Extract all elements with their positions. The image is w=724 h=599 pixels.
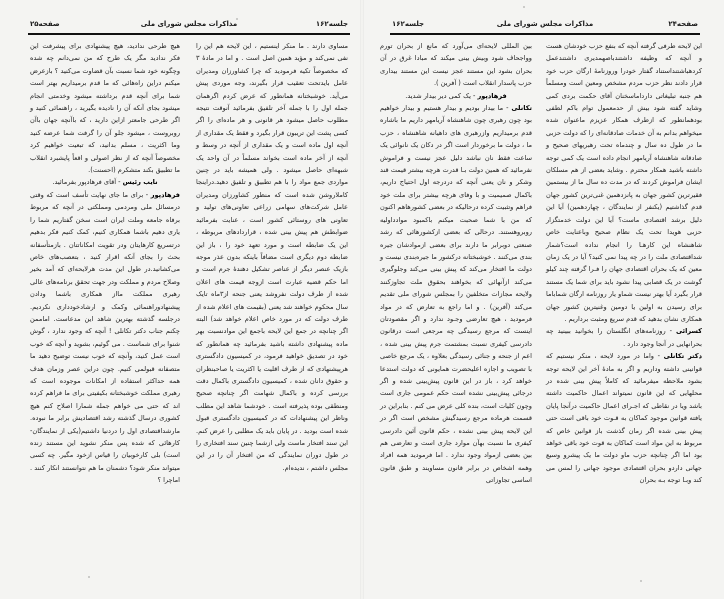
column-left-page-inner [196, 40, 348, 474]
scan-speck [523, 6, 525, 8]
paragraph: مساوی دارند . ما منکر اینستیم ، این لایحه هم این را نفی نمی‌کند و مؤید همین اصل است . و اما در مادهٔ ۳ که مخصوصاً تکیه فرمودید که چرا کشاورزان ومدیران عامل بایدتحت تعقیب قرار بگیرند، وجه موردی پیش می‌آید. خوشبختانه همانطور که عرض کردم اگرهمان جمله اول را با جمله آخر تلفیق بفرمائید آنوقت نتیجه مطلوب حاصل میشود هر قانونی و هر ماده‌ای را اگر کسی پشت این تریبون قرار بگیرد و فقط یک مقداری از آنچه اول ماده است و یک مقداری از آنچه در وسط و آنچه از آخر ماده است بخواند مسلماً در آن واحد یک شبهه‌ای حاصل میشود . ولی همیشه باید در چنین مواردی جمع مواد را با هم تطبیق و تلفیق دهید.دراینجا کاملاروشن شده است که منظور کشاورزان ومدیران عامل شرکت‌های سهامی زراعی تعاونی‌های تولید و تعاونی های روستائی کشور است ، عنایت بفرمائید ضوابطش هم پیش بینی شده ، قراردادهای مربوطه ، این یک ضابطه است و مورد تعهد خود را ، باز این ضابطه دوم دیگری است مضافاً باینکه بدون عذر موجه بازیک عنصر دیگر از عناصر تشکیل دهندهٔ جرم است و اما حکم قضیه عبارت است ازوجه قیمت های اعلان شده از طرف دولت نفروشد یعنی جنحه از۳ماه تایک سال محکوم خواهند شد یعنی (بقیمت های اعلام شده از طرف دولت که در مورد خاص اعلام خواهد شد) البته اگر چنانچه در جمع این لایحه باجمع این موادنسبت بهر ماده پیشنهادی داشته باشید بفرمائید چه همانطور که خود در تصدیق خواهید فرمود، در کمیسیون دادگستری هرپیشنهادی که از طرف اقلیت یا اکثریت یا صاحبنظران و حقوق دانان شده ، کمیسیون دادگستری باکمال دقت بررسی کرده و باکمال شهامت اگر چنانچه صحیح ومنطقی بوده پذیرفته است . خودشما شاهد این مطلب وناظر این پیشنهادات که در کمیسیون دادگستری قبول شده است بودید . در پایان باید یک مطلبی را عرض کنم. این سند افتخار ماست ولی ازشما چنین سند افتخاری را در طول دوران نمایندگی که من افتخار آن را در این مجلس داشتم ، ندیده‌ام. [196, 42, 348, 472]
header-rule [28, 33, 350, 35]
session-number: جلسه۱۶۲ [315, 20, 348, 28]
paragraph: هیچ طرحی ندادید، هیچ پیشنهادی برای پیشرفت این فکر ندادید مگر یک طرح که من نمی‌دانم چه شده وچگونه خود شما نسبت بآن قضاوت می‌کنید ؟ بازعرض میکنم دراین راه‌هائی که ما قدم برمیداریم بهتر است شما برای آنچه قدم برداشته میشود وخدمتی انجام میشود بجای آنکه آن را نادیده بگیرید ، راهنمائی کنید و اگر طرحی جامعتر ازاین دارید ، که باآنچه جهان باآن روبروست ، میشود جلو آن را گرفت شما عرضه کنید وما اکثریت ، مسلم بدانید، که تبعیت خواهیم کرد مخصوصاً آنچه که از نظر اصولی و اقعاً پایشبرد انقلاب ما تطبیق بکند متشکرم (احسنت). [30, 42, 180, 175]
speech-paragraph [546, 325, 702, 350]
column-right-page-inner [380, 40, 532, 487]
scan-speck [236, 18, 238, 20]
column-left-page-outer [30, 40, 180, 487]
page-number: صفحه۲۴ [668, 20, 698, 28]
speech-text: - آقای فرهادپور بفرمائید. [52, 178, 123, 187]
speaker-name: کسرائی [675, 327, 702, 336]
speech-text: - واما در مورد لایحه ، منکر نیستیم که قوانینی داشته وداریم و اگر به مادهٔ آخر این لایحه توجه بشود ملاحظه میفرمائید که کاملاً پیش بینی شده در محلهایی که این قانون نمیتواند اعمال حاکمیت داشته باشد ویا در نقاطی که اجـرای اعمال حاکمیت درآنجا پایان یافته قوانین موجود کماکان به قـوت خود باقی است حتی پیش بینی شده اگر زمان گذشت باز قوانین خاص که مربوط به این مواد است کماکان به قوت خود باقی خواهد بود اما اگر چنانچه حزب ماو دولت ما یک پیشرو وسیع جهانی داردو بحران اقتصادی موجود جهانی را لمس می کند وبـا توجه بـه بحران [546, 352, 702, 485]
speech-text: - برای ما جای نهایت تأسف است که وقتی درمسائل ملی ومردمی ومملکتی در آنچه که مربوط برفاه جامعه وملت ایران است سخن گفتاریم شما را یاری دهیم باشما همکاری کنیم، کمک کنیم فکر بدهیم درتسریع کارهایتان ودر تقویت امکاناتتان . بازمتأسفانه بحث را بجای آنکه اقرار کنید ، بتعصب‌های خاص می‌کشانید.در طول این مدت هرلایحه‌ای که آمد بخیر وصلاح مردم و مملکت ودر جهت تحقق برنامه‌های عالی رهبری مملکت مااز همکاری باشما ودادن پیشنهادوراهنمائی وکمک و ارشادخودداری نکردیم. درجلسه گذشته بهترین شاهد این مدعاست. اماممن چکنم جناب دکتر تکانلی ! آنچه که وجود ندارد ، گوش شنوا برای شماست . می گوئیم، بشوید و آنچه که خوب است عمل کنید، وآنچه که خوب نیست توضیح دهید ما متصفانه قبولمی کنیم. چون دراین عصر وزمان هدف همه حداکثر استفاده از امکانات موجوده است که رهبری مملکت خوشبختانه بکیفیتی برای ما فراهم کرده اند که حتی می خواهم جمله شمارا اصلاح کنم هیچ کشوری درسال گذشته رشد اقتصادیش برابر ما نبوده. مارشداقتصادی اول را دردنیا داشتیم(یکی از نمایندگان- کارهائی که شده پس منکر نشوید این مستند زنده است) بلی کارخوبیان را قیاس ازخود مگیر. چه کسی میتواند منکر شود؟ دشمنان ما هم نتوانستند انکار کنند . اماچرا ؟ [30, 190, 180, 485]
speaker-line [30, 176, 180, 188]
speech-text: - ما بیدار بودیم و بیدار هستیم و بیدار خواهیم بود چون رهبری چون شاهنشاه آریامهر داریم ما باشاره قدم برمیداریم وازرهبری های داهیانه شاهنشاه ، حزب ما ، دولت ما برخوردار است اگر در دکان یک نانوائی یک ساعت فقط نان نباشد دلیل عجز نیست و فراموش نفرمائید که همین دولت بـا قدرت هرچه بیشتر قیمت قند وشکر و نان یعنی آنچه که دردرجه اول احتیاج داریم، باکمال صمیمیت و با وفای هرچه بیشتر برای ملت خود فراهم وتثبیت کرده درحالیکه در بعضی کشورهاهم اکنون که من با شما صحبت میکنم باکمبود موادداولیه روبروهستند. درحالی که بعضی ازکشورهائی که رشد صنعتی دوبرابر ما دارند برای بعضی ازموادشان جیره بندی می‌کنند . خوشبختانه درکشور ما جیره‌بندی نیست و دولت ما افتخار می‌کند که پیش بینی می‌کند وجلوگیری می‌کند ازآنهائی که بخواهند بحقوق ملت تجاوزکنند ولایحه مجازات متخلفین را بمجلس شورای ملی تقدیم می‌کند (آفرین) . و اما راجع به تعارض که در مواد فرمودید ، هیچ تعارضی وجـود ندارد و اگر مقصودتان اینست که مرجع رسیدگی چه مرجعی است درقانون دادرسی کیفری نسبت بمشتمت جرم پیش بینی شده ، اعم از جنحه و جنائی رسیدگی بعلاوه ، یک مرجع خاصی با تصویب و اجازه اعلیحضرت همایونی که دولت استدعا خواهد کرد ، باز در این قانون پیش‌بینی شده و اگر درجائی پیش‌بینی نشده است حکم عمومی جاری است وچون کلیات است، بنده کلی عرض می کنم . بنابراین در قسمت هرماده مرجع رسیدگیش مشخص است اگر در این لایحه پیش بینی نشده ، حکم قانون آئین دادرسی کیفری ما نسبت بهآن موارد جاری است و تعارضی هم بین بعضی ازمواد وجود ندارد . اما فرمودید همه افراد وهمه اشخاص در برابر قانون مساویند و طبق قانون اساسی تجاوزاتی [380, 104, 532, 485]
speaker-name: فرهادپور [477, 91, 507, 100]
page-header-left [30, 20, 348, 34]
speaker-name: دکتر تکانلی [663, 352, 702, 361]
speech-text: - روزنامه‌های انگلستان را بخوانید ببینید چه بحرانهایی در آنجا وجود دارد . [546, 327, 702, 348]
column-right-page-outer [546, 40, 702, 487]
speaker-name: تکانلی [511, 104, 532, 113]
session-number: جلسه۱۶۲ [392, 20, 425, 28]
speaker-name: فرهادپور [150, 190, 180, 199]
speech-paragraph [30, 189, 180, 487]
speech-paragraph [380, 102, 532, 487]
paragraph: این لایحه طرفی گرفته آنچه که بنفع حزب خودشان هست و آنچه که وظیفه داشتندباصهمدیری داشتندعمل کردهباشتنداستناد گفتار خودرا وروزنامهٔ ارگان حزب خود قرار دادند نظر حزب مردم مشخص ومعین است ومسلماً هم جنبه تبلیغاتی دارداماسخنان آقای حکمت بردی کمی وشاید گفته شود بیش از حدمعمول توام باکم لطفی بودهمانطور که ازطرف همکار عزیزم ماعنوان شده میخواهم بدانم به آن خدمات صادقانه‌ای را که دولت حزبی ما در طول ده سال و چندماه تحت رهبریهای صحیح و صادقانه شاهنشاه آریامهر انجام داده است یک کمی توجه داشته باشید همکار محترم . وشاید بعضی از هم مسلکان ایشان فراموش کردند که در مدت ده سال ما از بیستمین فقیرترین کشور جهان به پانزدهمین غنی‌ترین کشور جهان قدم گذاشتیم (یکنفر از نمایندگان ، چهاردهمین) آیا این دلیل برشد اقتصادی ماست؟ آیا این دولت خدمتگزار حزبی هویدا تحت یک نظام صحیح وباعنایت خاص شاهنشاه این کارهـا را انجام نداده است؟شمار شداقتصادی ملت را در چه پیدا نمی کنید؟ آیا در یک زمان معین که یک بحران اقتصادی جهان را فـرا گرفته چند کیلو گوشت در یک قصابی پیدا نشود باید برای شما یک مستند قرار بگیرد آیا بهتر نیست شماو یار روزنامه ارگان شماباما برای رسیدن به اولین یا دومین وغنیترین کشور جهان همکاری نشان بدهید که قدم سریع ومثبت برداریم . [546, 42, 702, 323]
speaker-line [380, 90, 532, 102]
scan-speck [640, 580, 642, 582]
speech-text: - یک کمی دیر بیدار شدید. [405, 91, 478, 100]
paragraph: بین المللی لایحه‌ای می‌آورد که مانع از بحران تورم وواجحاف شود وبیش بینی میکند که مبادا غرق در آن بحران بشود این مستند عجز نیست این مستند بیداری حزب پاسدار انقلاب است ( آفرین ). [380, 42, 532, 88]
header-rule [390, 33, 700, 35]
page-right [362, 0, 724, 599]
running-title: مذاکرات مجلس شورای ملی [496, 20, 594, 28]
page-number: صفحه۲۵ [30, 20, 60, 28]
speech-paragraph [546, 350, 702, 486]
speaker-name: نایب رئیس [122, 178, 158, 187]
page-header-right [392, 20, 698, 34]
scan-speck [88, 576, 90, 578]
running-title: مذاکرات مجلس شورای ملی [140, 20, 238, 28]
